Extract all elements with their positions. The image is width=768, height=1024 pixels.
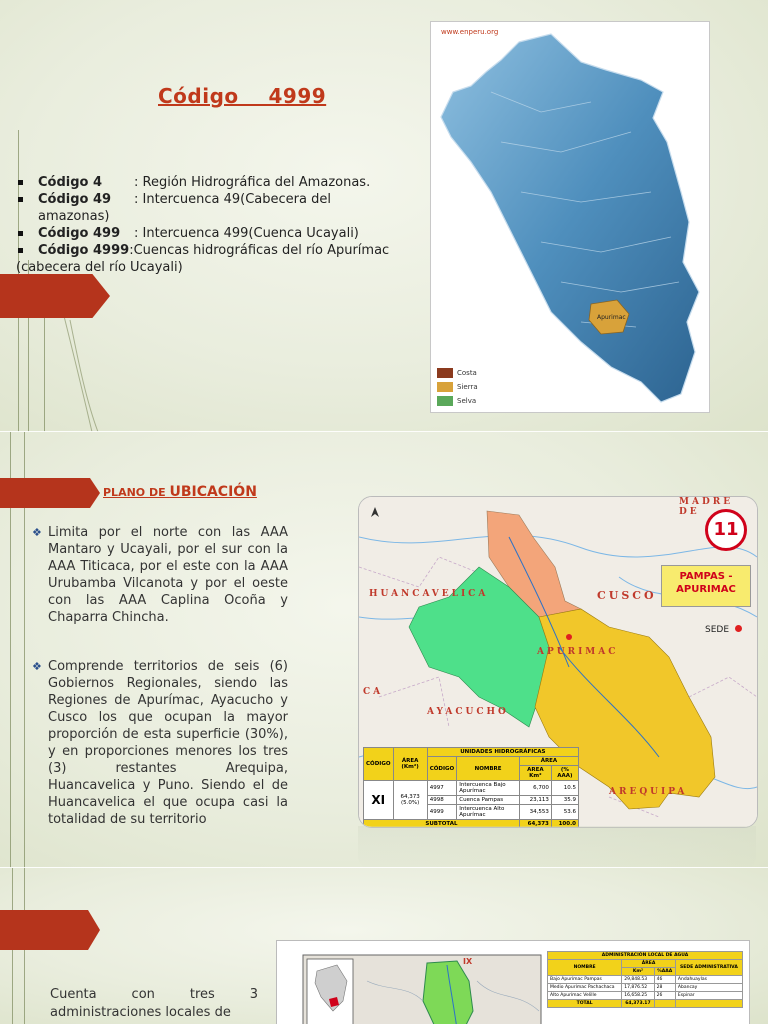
region-label-madre: MADRE DE — [679, 497, 734, 517]
peru-map — [430, 21, 710, 413]
table-row: XI 64,373 (5.0%) 4997 Intercuenca Bajo Apurímac 6,700 10.5 — [364, 781, 579, 796]
table-row: AREA Km² (% AAA) — [364, 766, 579, 781]
region-label-ayacucho: AYACUCHO — [427, 707, 509, 717]
section-heading: PLANO DE UBICACIÓN — [103, 484, 257, 500]
table-row: Alto Apurímac Velille 16,658.25 26 Espinar — [548, 992, 743, 1000]
table-row: NOMBRE ÁREA SEDE ADMINISTRATIVA — [548, 960, 743, 968]
region-label-arequipa: AREQUIPA — [609, 787, 688, 797]
region-label-ix: IX — [463, 957, 473, 966]
slide-administraciones — [0, 868, 768, 1024]
pampas-label-box: PAMPAS - APURIMAC — [661, 565, 751, 607]
paragraph-territory: ❖ Comprende territorios de seis (6) Gobiernos Regionales, siendo las Regiones de Apurímac, Ayacucho y Cusco los que ocupan la mayor proporción de esta superficie (30%), y en proporciones menores los tres (3) restantes Arequipa, Huancavelica y Puno. Siendo el de Huancavelica el que ocupa casi la totalidad de su territorio — [32, 659, 288, 827]
decor-curves — [0, 300, 110, 432]
bullet-icon — [18, 180, 23, 185]
table-row: Bajo Apurímac Pampas 29,848.53 46 Andahuaylas — [548, 976, 743, 984]
bullet-icon — [18, 197, 23, 202]
hydro-units-table — [363, 747, 579, 828]
map-source-url: www.enperu.org — [441, 28, 499, 36]
red-arrow-tab — [0, 910, 100, 950]
administraciones-text: Cuenta con tres 3 administraciones locales de — [50, 987, 258, 1020]
table-row: Medio Apurímac Pachachaca 17,876.52 28 Abancay — [548, 984, 743, 992]
table-row: ADMINISTRACIÓN LOCAL DE AGUA — [548, 952, 743, 960]
apurimac-label: Apurimac — [597, 314, 626, 321]
map-number-badge: 11 — [705, 509, 747, 551]
legend-swatch — [437, 396, 453, 406]
paragraph-limits: ❖ Limita por el norte con las AAA Mantaro y Ucayali, por el sur con la AAA Titicaca, por el este con la AAA Urubamba Vilcanota y por el oeste con las AAA Caplina Ocoña y Chaparra Chincha. — [32, 525, 288, 625]
diamond-bullet-icon: ❖ — [32, 526, 42, 539]
ala-map — [276, 940, 750, 1024]
red-arrow-tab — [0, 274, 110, 318]
table-row: CÓDIGO NOMBRE ÁREA — [364, 757, 579, 766]
table-row: 4999 Intercuenca Alto Apurímac 34,553 53.6 — [364, 805, 579, 820]
diamond-bullet-icon: ❖ — [32, 660, 42, 673]
map-reflection — [358, 826, 756, 868]
sede-legend: SEDE — [705, 625, 742, 635]
legend-item: Costa — [437, 368, 477, 378]
code-bullet-list — [16, 174, 416, 276]
table-row: SUBTOTAL 64,373 100.0 — [364, 820, 579, 829]
ala-table — [547, 951, 743, 1008]
bullet-item: Código 4999:Cuencas hidrográficas del río Apurímac (cabecera del río Ucayali) — [16, 243, 390, 275]
legend-swatch — [437, 382, 453, 392]
region-label-ca: CA — [363, 687, 384, 697]
bullet-item: Código 4 : Región Hidrográfica del Amazonas. — [16, 174, 416, 191]
table-row: 4998 Cuenca Pampas 23,113 35.9 — [364, 796, 579, 805]
bullet-item: Código 499 : Intercuenca 499(Cuenca Ucayali) — [16, 225, 416, 242]
bullet-icon — [18, 231, 23, 236]
slide-ubicacion — [0, 432, 768, 868]
table-row: Km² %AAA — [548, 968, 743, 976]
slide-codigo — [0, 0, 768, 432]
red-arrow-tab — [0, 478, 100, 508]
slide-title: Código 4999 — [158, 84, 327, 108]
region-label-apurimac: APURIMAC — [537, 647, 619, 657]
region-label-huancavelica: HUANCAVELICA — [369, 589, 489, 599]
bullet-icon — [18, 248, 23, 253]
table-row: CÓDIGO ÁREA (Km²) UNIDADES HIDROGRÁFICAS — [364, 748, 579, 757]
legend-item: Sierra — [437, 382, 478, 392]
legend-swatch — [437, 368, 453, 378]
peru-map-image — [431, 22, 709, 412]
legend-item: Selva — [437, 396, 476, 406]
bullet-item: Código 49 : Intercuenca 49(Cabecera del amazonas) — [16, 191, 416, 225]
sede-dot-icon — [735, 625, 742, 632]
region-label-cusco: CUSCO — [597, 589, 657, 602]
location-map — [358, 496, 758, 828]
table-row: TOTAL 64,373.17 — [548, 1000, 743, 1008]
